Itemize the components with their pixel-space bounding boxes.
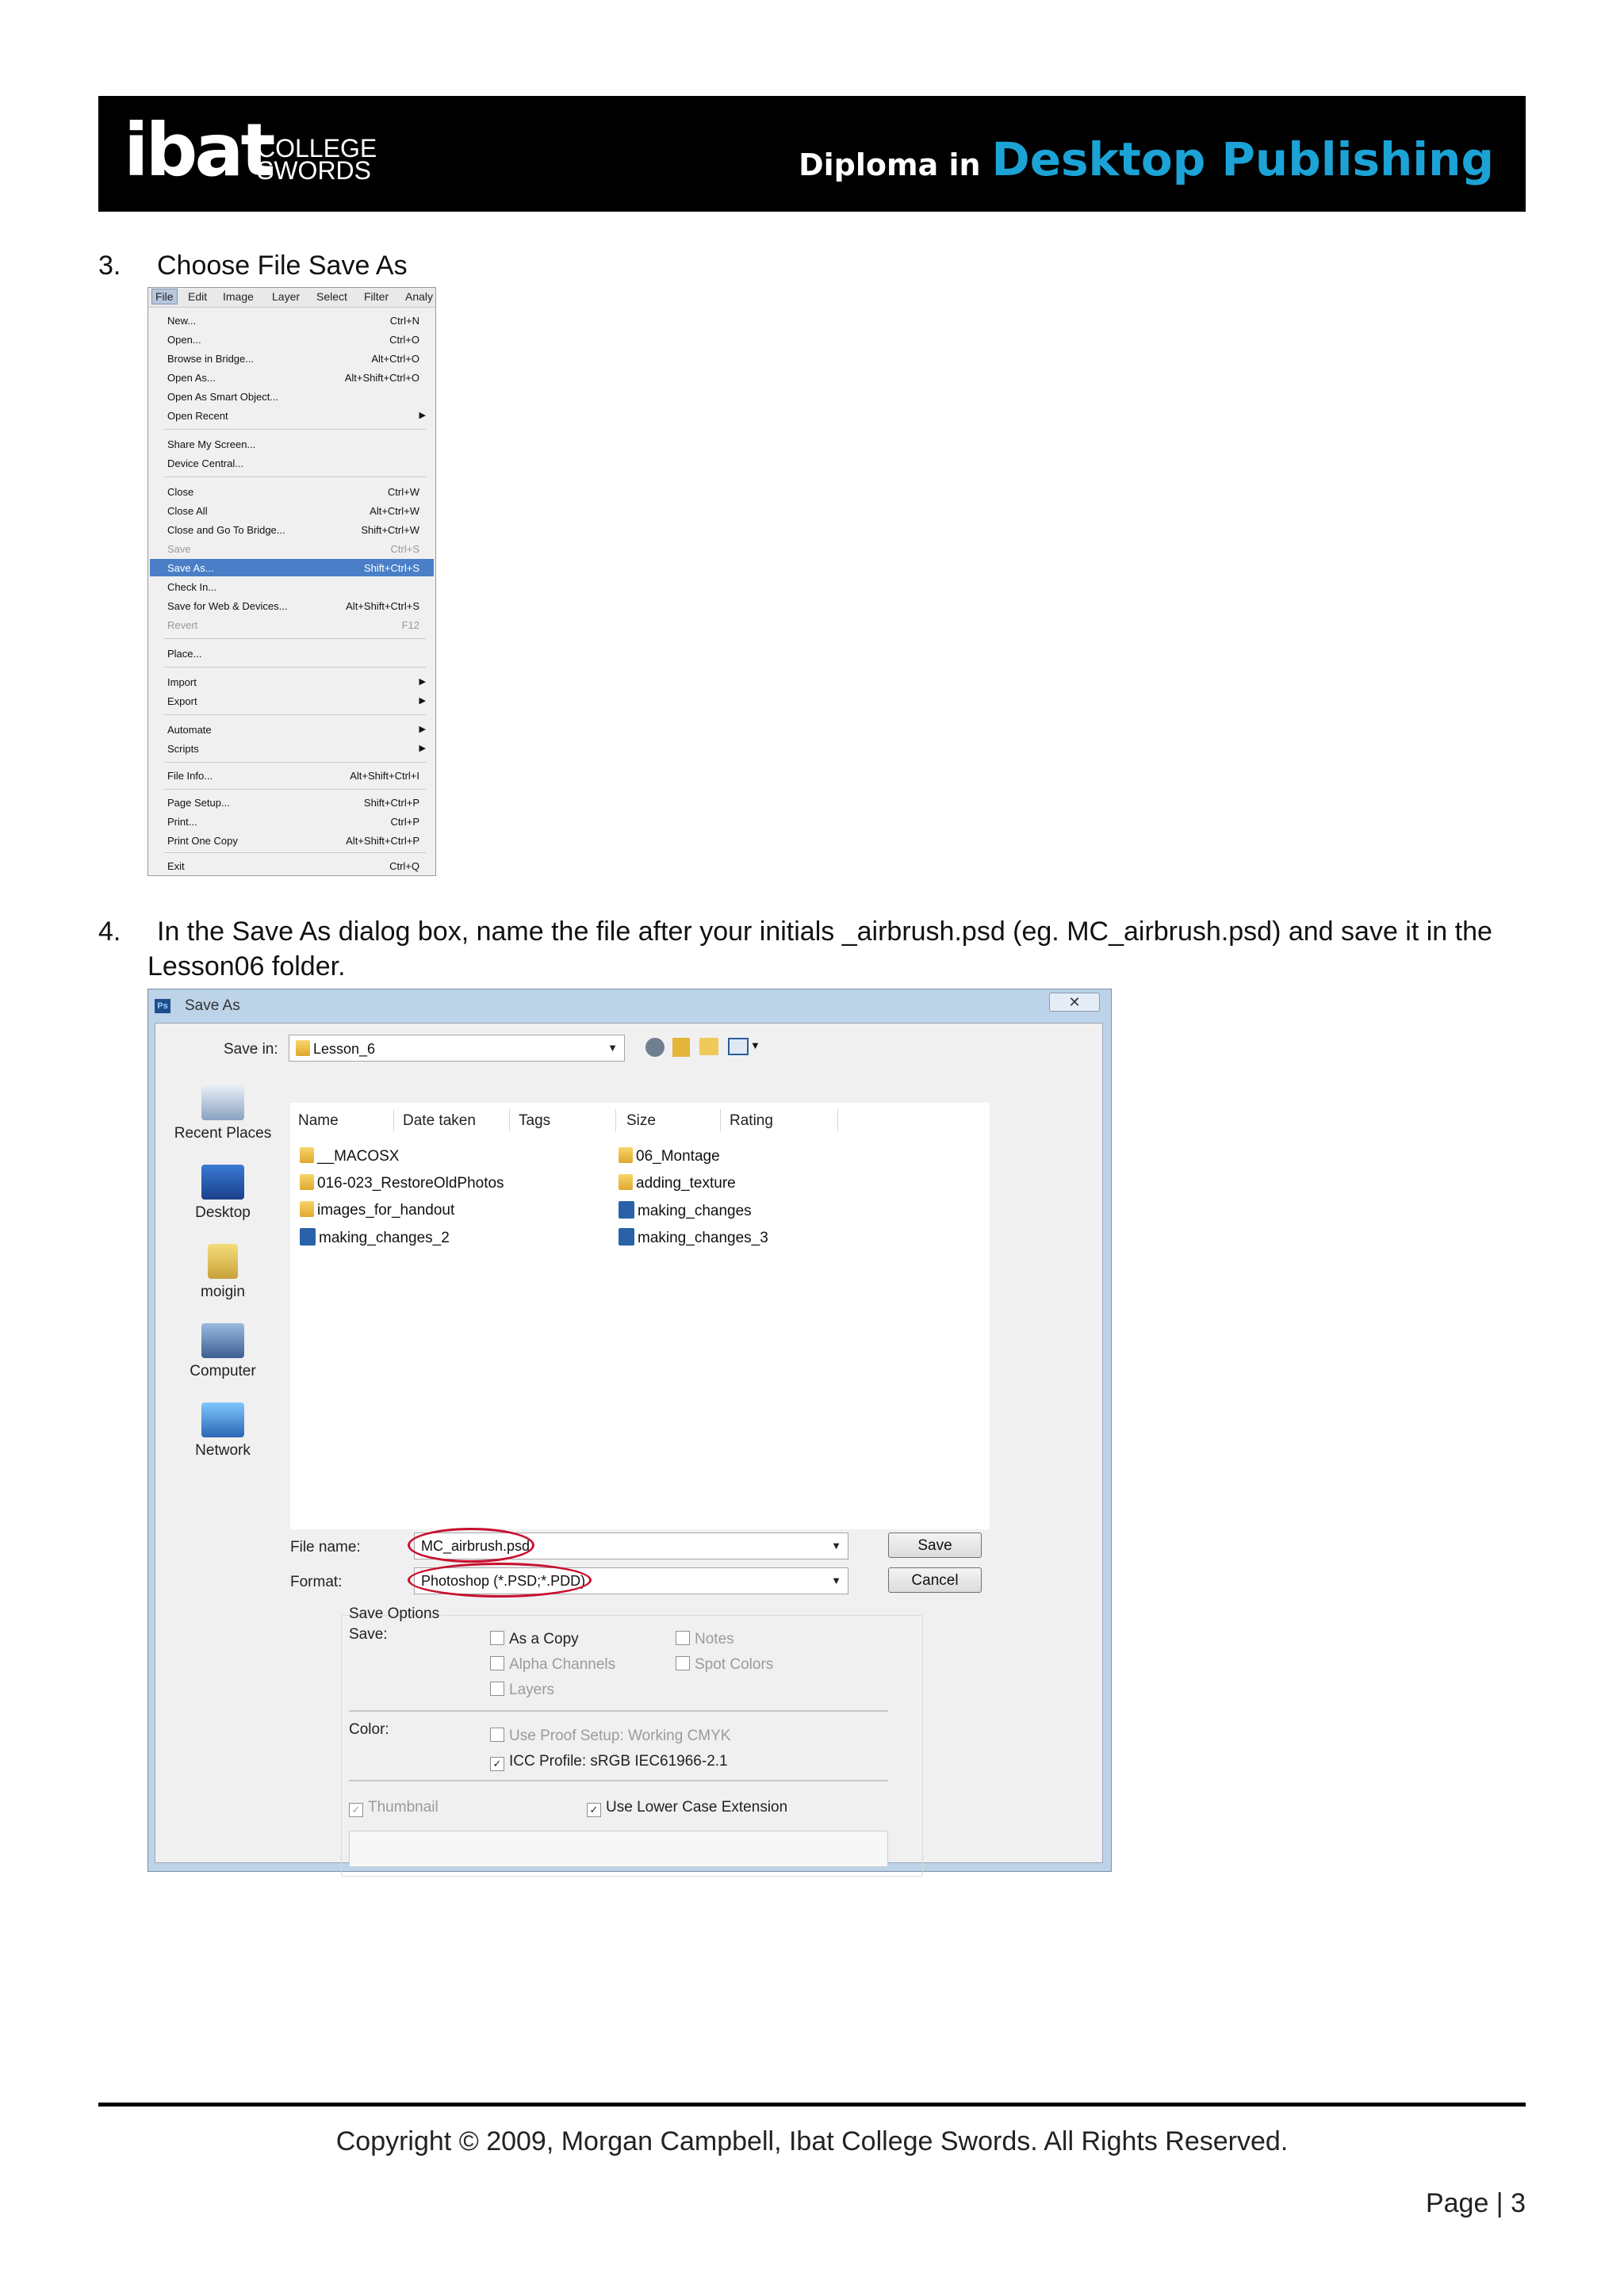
step-4-continued: Lesson06 folder.: [147, 951, 346, 982]
menubar-file[interactable]: File: [151, 289, 178, 304]
submenu-arrow-icon: ▶: [419, 677, 426, 687]
folder-icon: [300, 1147, 314, 1163]
step-number: 4.: [98, 916, 121, 947]
submenu-arrow-icon: ▶: [419, 744, 426, 753]
file-menu-screenshot: [147, 287, 436, 876]
list-item[interactable]: adding_texture: [619, 1174, 736, 1192]
menu-item-import[interactable]: Import ▶: [167, 676, 426, 688]
menu-item-close-and-go-to-bridge[interactable]: Close and Go To Bridge... Shift+Ctrl+W: [167, 524, 419, 536]
menu-item-place[interactable]: Place...: [167, 648, 202, 660]
copyright-text: Copyright © 2009, Morgan Campbell, Ibat College Swords. All Rights Reserved.: [335, 2126, 1289, 2156]
user-folder-icon: [208, 1244, 238, 1279]
list-item[interactable]: images_for_handout: [300, 1201, 454, 1219]
file-list: [290, 1103, 990, 1529]
options-divider: [349, 1780, 888, 1781]
menu-item-print-one-copy[interactable]: Print One Copy Alt+Shift+Ctrl+P: [167, 835, 419, 847]
menu-item-close[interactable]: Close Ctrl+W: [167, 486, 419, 498]
recent-places-icon: [201, 1085, 244, 1120]
view-menu-icon[interactable]: [728, 1038, 749, 1055]
file-name-input[interactable]: MC_airbrush.psd ▼: [414, 1533, 848, 1559]
spot-colors-checkbox: Spot Colors: [676, 1656, 773, 1674]
column-tags[interactable]: Tags: [519, 1112, 551, 1129]
page-number: Page | 3: [1425, 2188, 1526, 2218]
save-in-label: Save in:: [224, 1041, 278, 1058]
header-banner: [98, 96, 1526, 212]
menu-item-close-all[interactable]: Close All Alt+Ctrl+W: [167, 505, 419, 517]
column-divider: [720, 1109, 721, 1131]
desktop-icon: [201, 1165, 244, 1200]
column-name[interactable]: Name: [298, 1112, 339, 1129]
back-icon[interactable]: [645, 1038, 665, 1057]
logo-college: COLLEGE: [257, 134, 377, 163]
column-rating[interactable]: Rating: [730, 1112, 773, 1129]
folder-icon: [300, 1201, 314, 1217]
notes-checkbox: Notes: [676, 1631, 734, 1648]
photoshop-app-icon: Ps: [155, 999, 170, 1013]
message-area: [349, 1831, 888, 1867]
computer-icon: [201, 1323, 244, 1358]
logo-ibat: ibat: [124, 108, 273, 193]
save-in-dropdown[interactable]: Lesson_6 ▼: [289, 1035, 625, 1062]
menubar-select[interactable]: Select: [316, 290, 347, 303]
color-label: Color:: [349, 1721, 389, 1738]
menubar-image[interactable]: Image: [223, 290, 254, 303]
menu-item-share-my-screen[interactable]: Share My Screen...: [167, 438, 256, 450]
column-divider: [615, 1109, 616, 1131]
chevron-down-icon: ▼: [607, 1042, 618, 1054]
list-item[interactable]: making_changes: [619, 1201, 752, 1220]
new-folder-icon[interactable]: [699, 1038, 718, 1055]
logo-swords: SWORDS: [257, 156, 371, 185]
place-user-folder[interactable]: moigin: [155, 1244, 290, 1301]
highlight-ring: [408, 1528, 534, 1563]
menu-separator: [164, 476, 426, 477]
menubar-filter[interactable]: Filter: [364, 290, 389, 303]
icc-profile-checkbox[interactable]: ✓ ICC Profile: sRGB IEC61966-2.1: [490, 1753, 728, 1771]
format-dropdown[interactable]: Photoshop (*.PSD;*.PDD) ▼: [414, 1567, 848, 1594]
psd-file-icon: [619, 1228, 634, 1246]
submenu-arrow-icon: ▶: [419, 696, 426, 706]
as-a-copy-checkbox[interactable]: As a Copy: [490, 1631, 579, 1648]
chevron-down-icon: ▼: [831, 1575, 841, 1586]
menu-item-open-as-smart-object[interactable]: Open As Smart Object...: [167, 391, 279, 403]
diploma-prefix: Diploma in: [799, 147, 981, 182]
menu-separator: [164, 429, 426, 430]
column-divider: [837, 1109, 838, 1131]
menu-item-open[interactable]: Open... Ctrl+O: [167, 334, 419, 346]
menu-item-page-setup[interactable]: Page Setup... Shift+Ctrl+P: [167, 797, 419, 809]
place-desktop[interactable]: Desktop: [155, 1165, 290, 1222]
list-item[interactable]: 06_Montage: [619, 1147, 720, 1165]
menubar-layer[interactable]: Layer: [272, 290, 301, 303]
up-folder-icon[interactable]: [672, 1038, 690, 1057]
menu-item-print[interactable]: Print... Ctrl+P: [167, 816, 419, 828]
menu-item-check-in[interactable]: Check In...: [167, 581, 217, 593]
column-divider: [509, 1109, 510, 1131]
chevron-down-icon[interactable]: ▼: [750, 1039, 760, 1051]
submenu-arrow-icon: ▶: [419, 411, 426, 420]
step-text: Choose File Save As: [157, 251, 408, 281]
menu-item-save-for-web[interactable]: Save for Web & Devices... Alt+Shift+Ctrl+S: [167, 600, 419, 612]
folder-icon: [619, 1147, 633, 1163]
cancel-button[interactable]: Cancel: [888, 1567, 982, 1593]
menubar-analysis[interactable]: Analy: [405, 290, 434, 303]
diploma-title: [799, 132, 1494, 186]
close-button[interactable]: ✕: [1049, 993, 1100, 1012]
file-name-label: File name:: [290, 1539, 361, 1556]
menu-separator: [164, 762, 426, 763]
menu-item-exit[interactable]: Exit Ctrl+Q: [167, 860, 419, 872]
menu-item-save: Save Ctrl+S: [167, 543, 419, 555]
folder-icon: [619, 1174, 633, 1190]
menu-item-device-central[interactable]: Device Central...: [167, 457, 244, 469]
menubar-edit[interactable]: Edit: [188, 290, 208, 303]
menu-separator: [164, 852, 426, 853]
column-date-taken[interactable]: Date taken: [403, 1112, 476, 1129]
chevron-down-icon: ▼: [831, 1540, 841, 1552]
dialog-title: Save As: [185, 997, 240, 1014]
menu-item-export[interactable]: Export ▶: [167, 695, 426, 707]
folder-icon: [296, 1040, 310, 1056]
column-divider: [393, 1109, 394, 1131]
layers-checkbox: Layers: [490, 1682, 554, 1699]
thumbnail-checkbox: ✓ Thumbnail: [349, 1799, 439, 1817]
list-item[interactable]: making_changes_2: [300, 1228, 450, 1247]
lower-case-extension-checkbox[interactable]: ✓ Use Lower Case Extension: [587, 1799, 787, 1817]
save-options-label: Save Options: [349, 1605, 440, 1622]
menu-item-revert: Revert F12: [167, 619, 419, 631]
menu-separator: [164, 667, 426, 668]
submenu-arrow-icon: ▶: [419, 725, 426, 734]
save-label: Save:: [349, 1626, 388, 1643]
column-size[interactable]: Size: [626, 1112, 656, 1129]
dialog-body: [155, 1023, 1103, 1863]
options-divider: [349, 1710, 888, 1712]
save-as-dialog: [147, 989, 1112, 1872]
network-icon: [201, 1402, 244, 1437]
menu-separator: [164, 789, 426, 790]
menubar: [148, 288, 436, 308]
place-recent-places[interactable]: Recent Places: [155, 1085, 290, 1142]
save-button[interactable]: Save: [888, 1533, 982, 1558]
step-3: [98, 251, 408, 281]
use-proof-setup-checkbox: Use Proof Setup: Working CMYK: [490, 1728, 730, 1745]
menu-item-save-as[interactable]: Save As... Shift+Ctrl+S: [150, 559, 434, 576]
alpha-channels-checkbox: Alpha Channels: [490, 1656, 615, 1674]
menu-item-new[interactable]: New... Ctrl+N: [167, 315, 419, 327]
menu-item-file-info[interactable]: File Info... Alt+Shift+Ctrl+I: [167, 770, 419, 782]
menu-item-open-as[interactable]: Open As... Alt+Shift+Ctrl+O: [167, 372, 419, 384]
list-item[interactable]: __MACOSX: [300, 1147, 399, 1165]
list-item[interactable]: making_changes_3: [619, 1228, 768, 1247]
menu-separator: [164, 638, 426, 639]
place-computer[interactable]: Computer: [155, 1323, 290, 1380]
format-label: Format:: [290, 1574, 343, 1590]
menu-item-scripts[interactable]: Scripts ▶: [167, 743, 426, 755]
psd-file-icon: [300, 1228, 316, 1246]
folder-icon: [300, 1174, 314, 1190]
footer-rule: [98, 2103, 1526, 2107]
menu-item-open-recent[interactable]: Open Recent ▶: [167, 410, 426, 422]
highlight-ring: [408, 1563, 592, 1598]
place-network[interactable]: Network: [155, 1402, 290, 1460]
menu-item-browse-in-bridge[interactable]: Browse in Bridge... Alt+Ctrl+O: [167, 353, 419, 365]
step-4: [98, 916, 1492, 947]
menu-separator: [164, 714, 426, 715]
psd-file-icon: [619, 1201, 634, 1219]
menu-item-automate[interactable]: Automate ▶: [167, 724, 426, 736]
diploma-subject: Desktop Publishing: [991, 132, 1494, 186]
list-item[interactable]: 016-023_RestoreOldPhotos: [300, 1174, 504, 1192]
step-number: 3.: [98, 251, 121, 281]
step-text: In the Save As dialog box, name the file after your initials _airbrush.psd (eg. MC_airbrush.psd) and save it in the: [157, 916, 1492, 947]
